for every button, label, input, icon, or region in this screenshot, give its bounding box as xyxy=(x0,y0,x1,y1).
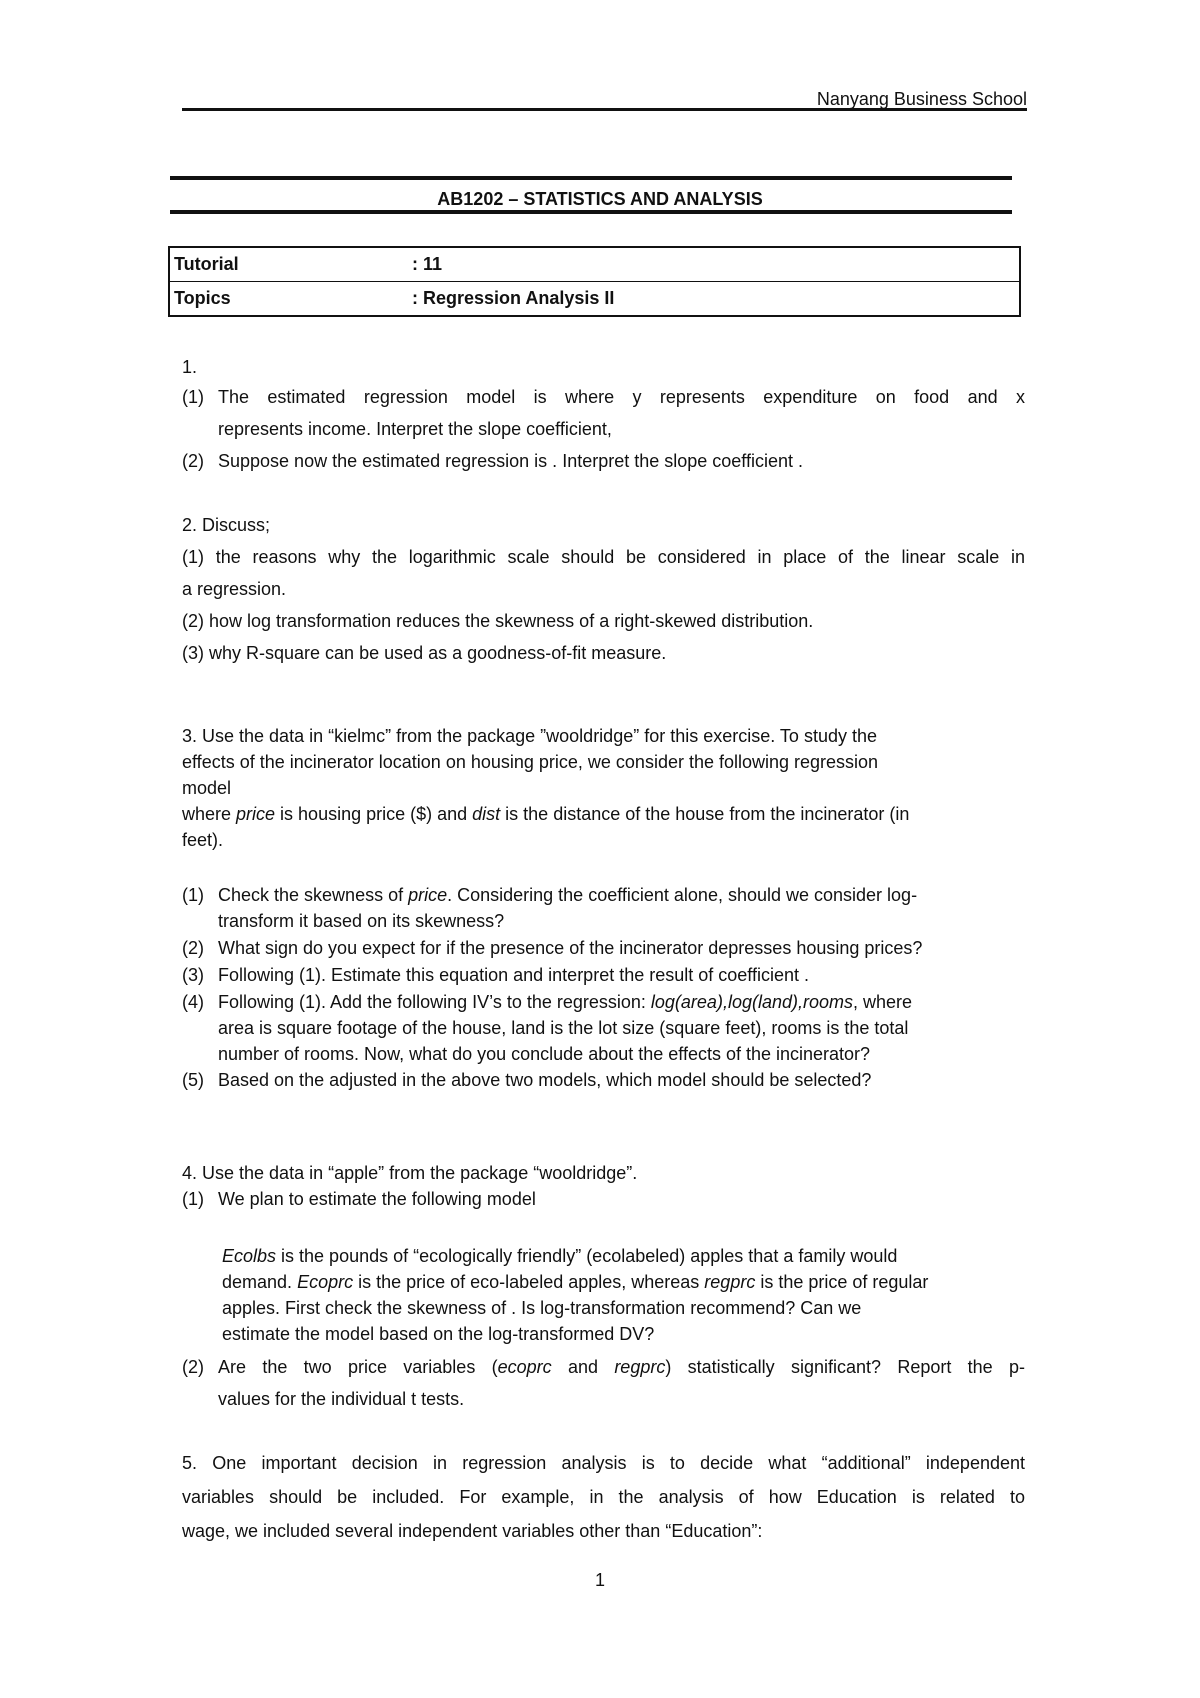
table-row xyxy=(169,282,1020,317)
q5-line1: 5. One important decision in regression analysis is to decide what “additional” independent xyxy=(182,1453,1025,1473)
q1-part1-number: (1) xyxy=(182,387,204,407)
var-regprc: regprc xyxy=(704,1272,756,1292)
q3-item2-number: (2) xyxy=(182,938,204,958)
q2-title: 2. Discuss; xyxy=(182,515,271,535)
text-span: is the price of eco-labeled apples, whereas xyxy=(353,1272,705,1292)
q5-line3: wage, we included several independent variables other than “Education”: xyxy=(182,1521,763,1541)
q4-item1-line1: We plan to estimate the following model xyxy=(218,1189,536,1209)
q3-item4-number: (4) xyxy=(182,992,204,1012)
topics-value: : Regression Analysis II xyxy=(408,282,1020,317)
course-title: AB1202 – STATISTICS AND ANALYSIS xyxy=(437,189,763,209)
q3-item1-number: (1) xyxy=(182,885,204,905)
text-span: . Considering the coefficient alone, should we consider log- xyxy=(447,885,918,905)
q4-intro: 4. Use the data in “apple” from the package “wooldridge”. xyxy=(182,1163,638,1183)
q2-line3: (2) how log transformation reduces the skewness of a right-skewed distribution. xyxy=(182,611,814,631)
q3-intro-line4 xyxy=(182,801,909,828)
q5-line2: variables should be included. For example, in the analysis of how Education is related to xyxy=(182,1487,1025,1507)
q4-item2-line1 xyxy=(218,1354,1025,1381)
q1-part2-line1: Suppose now the estimated regression is . Interpret the slope coefficient . xyxy=(218,451,803,471)
text-span: Are the two price variables ( xyxy=(218,1357,498,1377)
text-span: , where xyxy=(853,992,913,1012)
q1-part2-number: (2) xyxy=(182,451,204,471)
text-span: and xyxy=(551,1357,615,1377)
topics-label: Topics xyxy=(169,282,408,317)
q1-number: 1. xyxy=(182,357,198,377)
q3-intro-line3: model xyxy=(182,778,232,798)
q3-intro-line2: effects of the incinerator location on housing price, we consider the following regression xyxy=(182,752,879,772)
q2-line4: (3) why R-square can be used as a goodness-of-fit measure. xyxy=(182,643,667,663)
var-dist: dist xyxy=(472,804,501,824)
q4-desc-line1 xyxy=(222,1243,897,1270)
text-span: is the price of regular xyxy=(755,1272,929,1292)
table-row xyxy=(169,247,1020,282)
q3-item4-line2: area is square footage of the house, land is the lot size (square feet), rooms is the total xyxy=(218,1018,909,1038)
text-span: ) statistically significant? Report the p- xyxy=(665,1357,1025,1377)
var-ecoprc: Ecoprc xyxy=(297,1272,354,1292)
q4-desc-line4: estimate the model based on the log-transformed DV? xyxy=(222,1324,655,1344)
q4-desc-line3: apples. First check the skewness of . Is log-transformation recommend? Can we xyxy=(222,1298,862,1318)
text-span: is the distance of the house from the incinerator (in xyxy=(500,804,910,824)
q4-item2-number: (2) xyxy=(182,1357,204,1377)
title-rule-top xyxy=(170,176,1012,180)
var-price: price xyxy=(236,804,276,824)
q3-item4-line1 xyxy=(218,989,912,1016)
q4-item1-number: (1) xyxy=(182,1189,204,1209)
var-ecolbs: Ecolbs xyxy=(222,1246,277,1266)
text-span: Following (1). Add the following IV’s to the regression: xyxy=(218,992,651,1012)
header-rule xyxy=(182,108,1027,111)
q3-item3-number: (3) xyxy=(182,965,204,985)
q1-part1-line1: The estimated regression model is where y represents expenditure on food and x xyxy=(218,387,1025,407)
q4-desc-line2 xyxy=(222,1269,928,1296)
tutorial-info-table xyxy=(168,246,1021,317)
q3-item3-line1: Following (1). Estimate this equation and interpret the result of coefficient . xyxy=(218,965,809,985)
q2-line1: (1) the reasons why the logarithmic scale should be considered in place of the linear scale in xyxy=(182,547,1025,567)
text-span: is the pounds of “ecologically friendly” (ecolabeled) apples that a family would xyxy=(276,1246,898,1266)
var-regprc: regprc xyxy=(614,1357,666,1377)
q3-item1-line1 xyxy=(218,882,917,909)
q3-item1-line2: transform it based on its skewness? xyxy=(218,911,505,931)
var-ecoprc: ecoprc xyxy=(497,1357,552,1377)
q4-item2-line2: values for the individual t tests. xyxy=(218,1389,465,1409)
var-price: price xyxy=(408,885,448,905)
q1-part1-line2: represents income. Interpret the slope coefficient, xyxy=(218,419,612,439)
text-span: where xyxy=(182,804,237,824)
q3-intro-line1: 3. Use the data in “kielmc” from the package ”wooldridge” for this exercise. To study the xyxy=(182,726,877,746)
header-school-name: Nanyang Business School xyxy=(816,89,1027,109)
page-number: 1 xyxy=(594,1570,605,1590)
q3-intro-line5: feet). xyxy=(182,830,224,850)
q3-item2-line1: What sign do you expect for if the presence of the incinerator depresses housing prices? xyxy=(218,938,923,958)
text-span: Check the skewness of xyxy=(218,885,409,905)
tutorial-value: : 11 xyxy=(408,247,1020,282)
text-span: is housing price ($) and xyxy=(275,804,473,824)
q3-item4-line3: number of rooms. Now, what do you conclude about the effects of the incinerator? xyxy=(218,1044,871,1064)
q3-item5-number: (5) xyxy=(182,1070,204,1090)
tutorial-label: Tutorial xyxy=(169,247,408,282)
title-rule-bottom xyxy=(170,210,1012,214)
var-list: log(area),log(land),rooms xyxy=(650,992,853,1012)
text-span: demand. xyxy=(222,1272,298,1292)
q2-line2: a regression. xyxy=(182,579,287,599)
q3-item5-line1: Based on the adjusted in the above two models, which model should be selected? xyxy=(218,1070,872,1090)
